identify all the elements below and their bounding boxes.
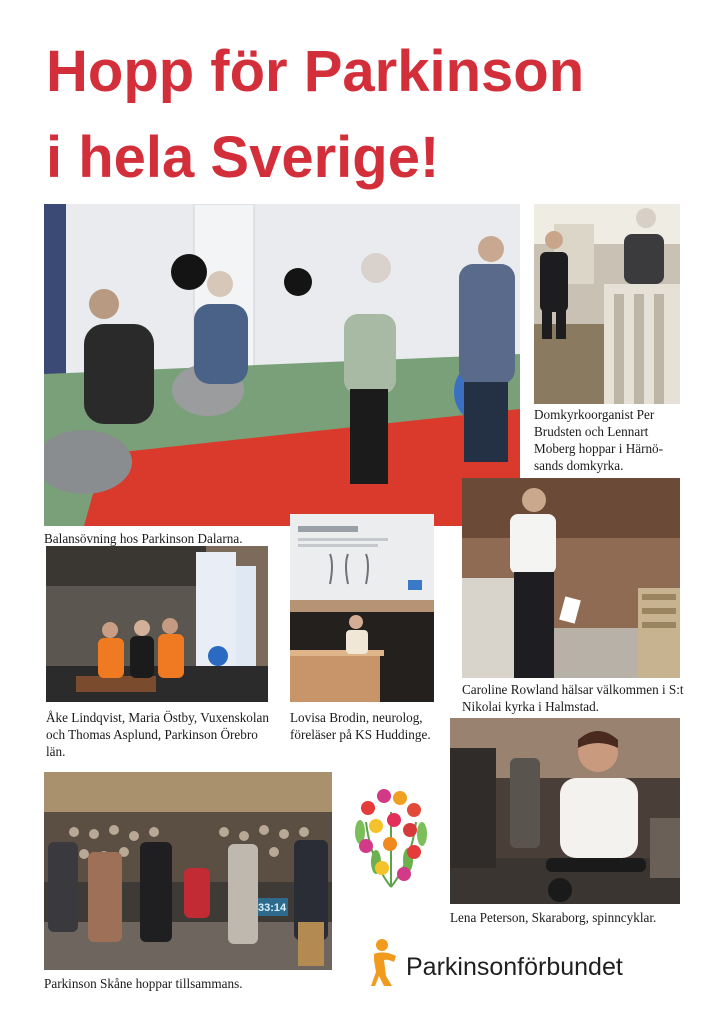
auditorium-clock: 33:14: [258, 902, 287, 914]
title-line-1: Hopp för Parkinson: [46, 39, 585, 104]
photo-huddinge-lecture: [290, 514, 434, 702]
caption-skaraborg: Lena Peterson, Skaraborg, spinncyklar.: [450, 910, 657, 925]
photo-dalarna-balance: [44, 204, 520, 526]
photo-skaraborg-spinning: [450, 718, 680, 904]
title-line-2: i hela Sverige!: [46, 125, 440, 190]
caption-harnosand: Domkyrkoorganist Per Brudsten och Lennart Moberg hoppar i Härnösands domkyrka.: [534, 407, 664, 473]
photo-orebro-booth: [46, 546, 268, 702]
photo-halmstad-church: [462, 478, 680, 678]
caption-skane: Parkinson Skåne hoppar tillsammans.: [44, 976, 243, 991]
caption-orebro: Åke Lindqvist, Maria Östby, Vuxenskolan och Thomas Asplund, Parkinson Örebro län.: [46, 710, 270, 759]
parkinsonforbundet-logo: [370, 934, 690, 994]
caption-dalarna: Balansövning hos Parkinson Dalarna.: [44, 531, 243, 546]
person-figure-icon: [370, 938, 400, 988]
logo-text: Parkinsonförbundet: [406, 953, 623, 981]
photo-skane-auditorium: [44, 772, 332, 970]
caption-halmstad: Caroline Rowland hälsar välkommen i S:t Nikolai kyrka i Halmstad.: [462, 682, 684, 714]
caption-huddinge: Lovisa Brodin, neurolog, föreläser på KS Huddinge.: [290, 710, 431, 742]
tulip-emblem-icon: [346, 782, 436, 892]
photo-harnosand-cathedral: [534, 204, 680, 404]
